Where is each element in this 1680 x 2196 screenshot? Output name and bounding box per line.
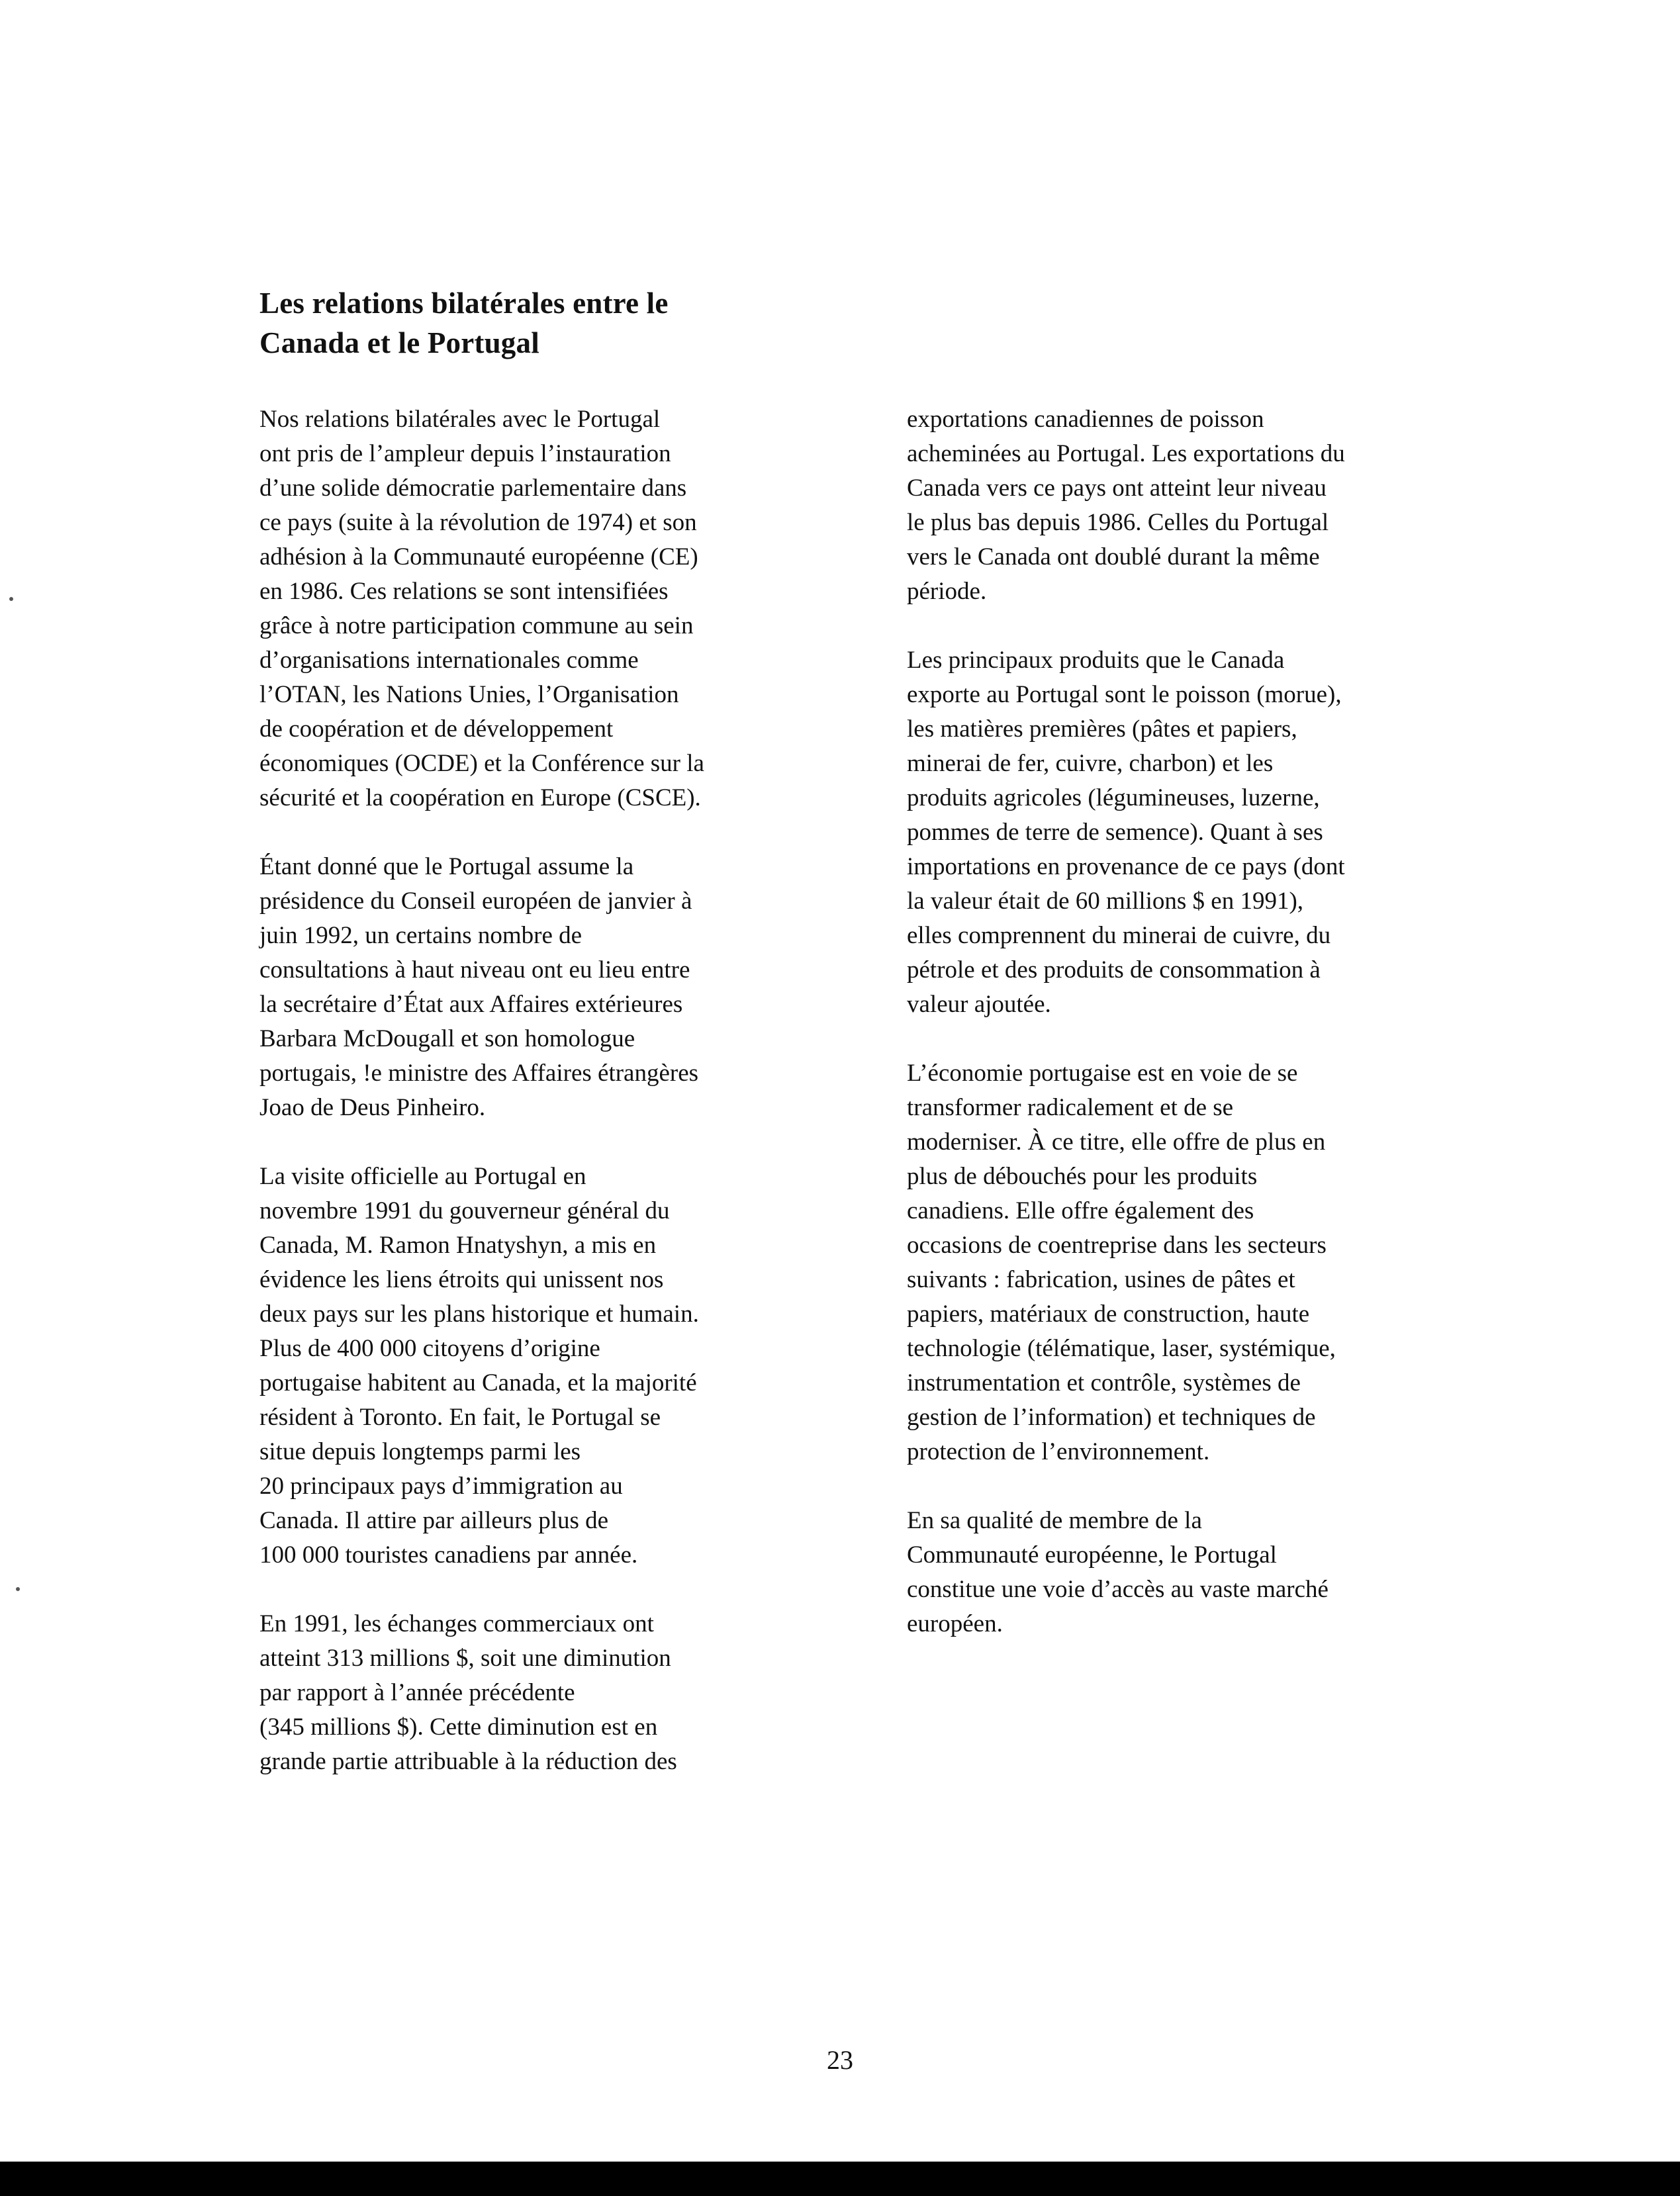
page-number: 23 [827, 2045, 853, 2075]
paragraph: En sa qualité de membre de la Communauté européenne, le Portugal constitue une voie d’accès au vaste marché européen. [907, 1507, 1329, 1637]
scan-speck [9, 597, 13, 601]
paragraph: L’économie portugaise est en voie de se transformer radicalement et de se moderniser. À ce titre, elle offre de plus en plus de débouchés pour les produits canadiens. Elle offre également des occasions de coentreprise dans les secteurs suivants : fabrication, usines de pâtes et papiers, matériaux de construction, haute technologie (télématique, laser, systémique, instrumentation et contrôle, systèmes de gestion de l’information) et techniques de protection de l’environnement. [907, 1060, 1336, 1465]
left-column [259, 402, 829, 1813]
paragraph: exportations canadiennes de poisson acheminées au Portugal. Les exportations du Canada vers ce pays ont atteint leur niveau le plus bas depuis 1986. Celles du Portugal vers le Canada ont doublé durant la même période. [907, 406, 1345, 605]
page-title: Les relations bilatérales entre le Canada et le Portugal [259, 287, 669, 359]
scan-speck [16, 1587, 20, 1591]
paragraph: En 1991, les échanges commerciaux ont atteint 313 millions $, soit une diminution par rapport à l’année précédente (345 millions $). Cette diminution est en grande partie attribuable à la réduction des [259, 1610, 677, 1775]
scan-border [0, 2162, 1680, 2196]
paragraph: Étant donné que le Portugal assume la présidence du Conseil européen de janvier à juin 1992, un certains nombre de consultations à haut niveau ont eu lieu entre la secrétaire d’État aux Affaires extérieures Barbara McDougall et son homologue portugais, !e ministre des Affaires étrangères Joao de Deus Pinheiro. [259, 853, 699, 1121]
right-column [907, 402, 1470, 1676]
paragraph: Les principaux produits que le Canada exporte au Portugal sont le poisson (morue), les matières premières (pâtes et papiers, minerai de fer, cuivre, charbon) et les produits agricoles (légumineuses, luzerne, pommes de terre de semence). Quant à ses importations en provenance de ce pays (dont la valeur était de 60 millions $ en 1991), elles comprennent du minerai de cuivre, du pétrole et des produits de consommation à valeur ajoutée. [907, 647, 1345, 1018]
paragraph: Nos relations bilatérales avec le Portugal ont pris de l’ampleur depuis l’instauration d’une solide démocratie parlementaire dans ce pays (suite à la révolution de 1974) et son adhésion à la Communauté européenne (CE) en 1986. Ces relations se sont intensifiées grâce à notre participation commune au sein d’organisations internationales comme l’OTAN, les Nations Unies, l’Organisation de coopération et de développement économiques (OCDE) et la Conférence sur la sécurité et la coopération en Europe (CSCE). [259, 406, 704, 811]
paragraph: La visite officielle au Portugal en novembre 1991 du gouverneur général du Canada, M. Ramon Hnatyshyn, a mis en évidence les liens étroits qui unissent nos deux pays sur les plans historique et humain. Plus de 400 000 citoyens d’origine portugaise habitent au Canada, et la majorité résident à Toronto. En fait, le Portugal se situe depuis longtemps parmi les 20 principaux pays d’immigration au Canada. Il attire par ailleurs plus de 100 000 touristes canadiens par année. [259, 1163, 699, 1569]
